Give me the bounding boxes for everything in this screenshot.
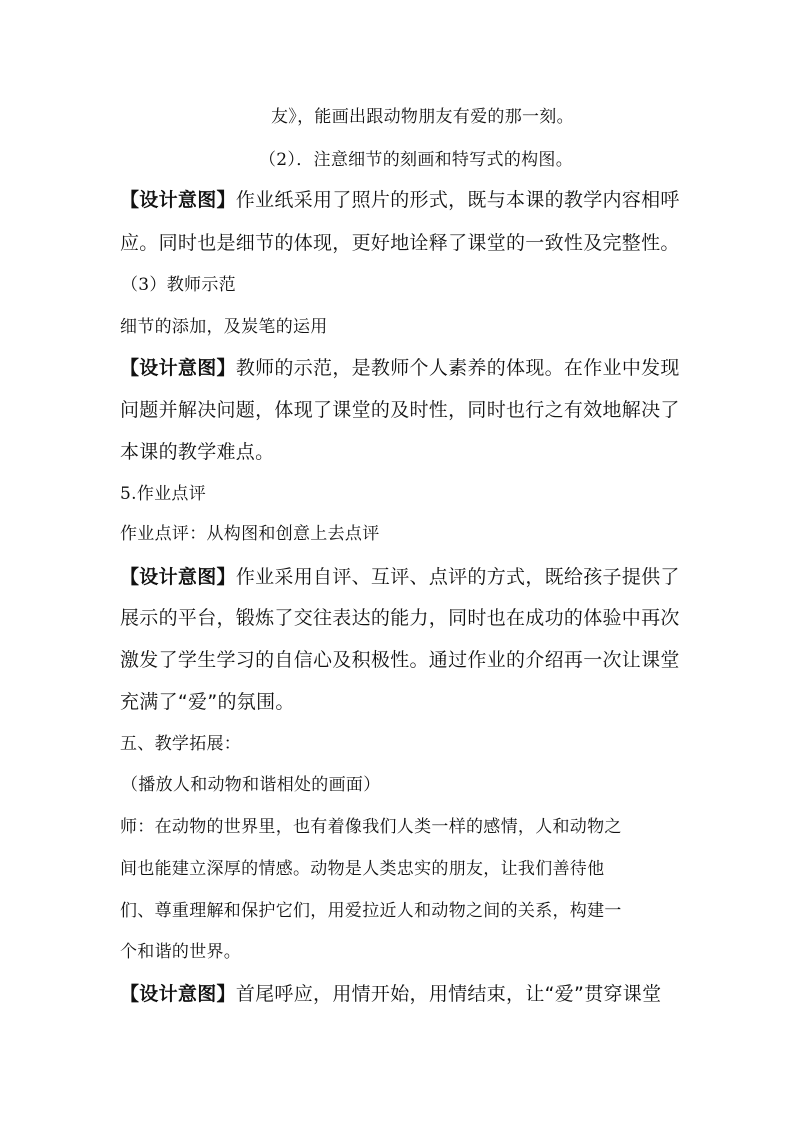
section-heading: 5.作业点评 (120, 484, 207, 504)
design-intent-line (120, 565, 680, 589)
design-intent-line (120, 188, 680, 212)
paragraph-text: 作业纸采用了照片的形式，既与本课的教学内容相呼 (235, 189, 680, 211)
design-intent-label: 【设计意图】 (120, 357, 236, 379)
design-intent-label: 【设计意图】 (120, 566, 236, 588)
paragraph-line: 作业点评：从构图和创意上去点评 (120, 524, 380, 544)
paragraph-line: 本课的教学难点。 (120, 441, 275, 463)
design-intent-line (120, 356, 680, 380)
paragraph-text: 作业采用自评、互评、点评的方式，既给孩子提供了 (235, 566, 680, 588)
paragraph-text: 首尾呼应，用情开始，用情结束，让“爱”贯穿课堂 (235, 983, 662, 1005)
paragraph-line: 们、尊重理解和保护它们，用爱拉近人和动物之间的关系，构建一 (120, 901, 622, 921)
paragraph-line: （播放人和动物和谐相处的画面） (121, 775, 381, 795)
design-intent-label: 【设计意图】 (120, 189, 236, 211)
paragraph-line: 友》，能画出跟动物朋友有爱的那一刻。 (271, 107, 574, 127)
paragraph-line: 充满了“爱”的氛围。 (120, 691, 295, 713)
paragraph-line: 激发了学生学习的自信心及积极性。通过作业的介绍再一次让课堂 (120, 649, 680, 671)
design-intent-label: 【设计意图】 (120, 983, 236, 1005)
paragraph-line: 个和谐的世界。 (120, 942, 242, 962)
paragraph-text: 教师的示范，是教师个人素养的体现。在作业中发现 (235, 357, 680, 379)
section-heading: 五、教学拓展： (120, 734, 242, 754)
paragraph-line: 间也能建立深厚的情感。动物是人类忠实的朋友，让我们善待他 (120, 859, 605, 879)
paragraph-line: 问题并解决问题，体现了课堂的及时性，同时也行之有效地解决了 (120, 399, 680, 421)
paragraph-line: 展示的平台，锻炼了交往表达的能力，同时也在成功的体验中再次 (120, 607, 680, 629)
subheading: （3）教师示范 (121, 275, 236, 295)
paragraph-line: 应。同时也是细节的体现，更好地诠释了课堂的一致性及完整性。 (120, 232, 680, 254)
design-intent-line (120, 982, 661, 1006)
paragraph-line: （2）．注意细节的刻画和特写式的构图。 (259, 150, 574, 170)
paragraph-line: 细节的添加，及炭笔的运用 (120, 317, 328, 337)
paragraph-line: 师：在动物的世界里，也有着像我们人类一样的感情，人和动物之 (120, 817, 622, 837)
